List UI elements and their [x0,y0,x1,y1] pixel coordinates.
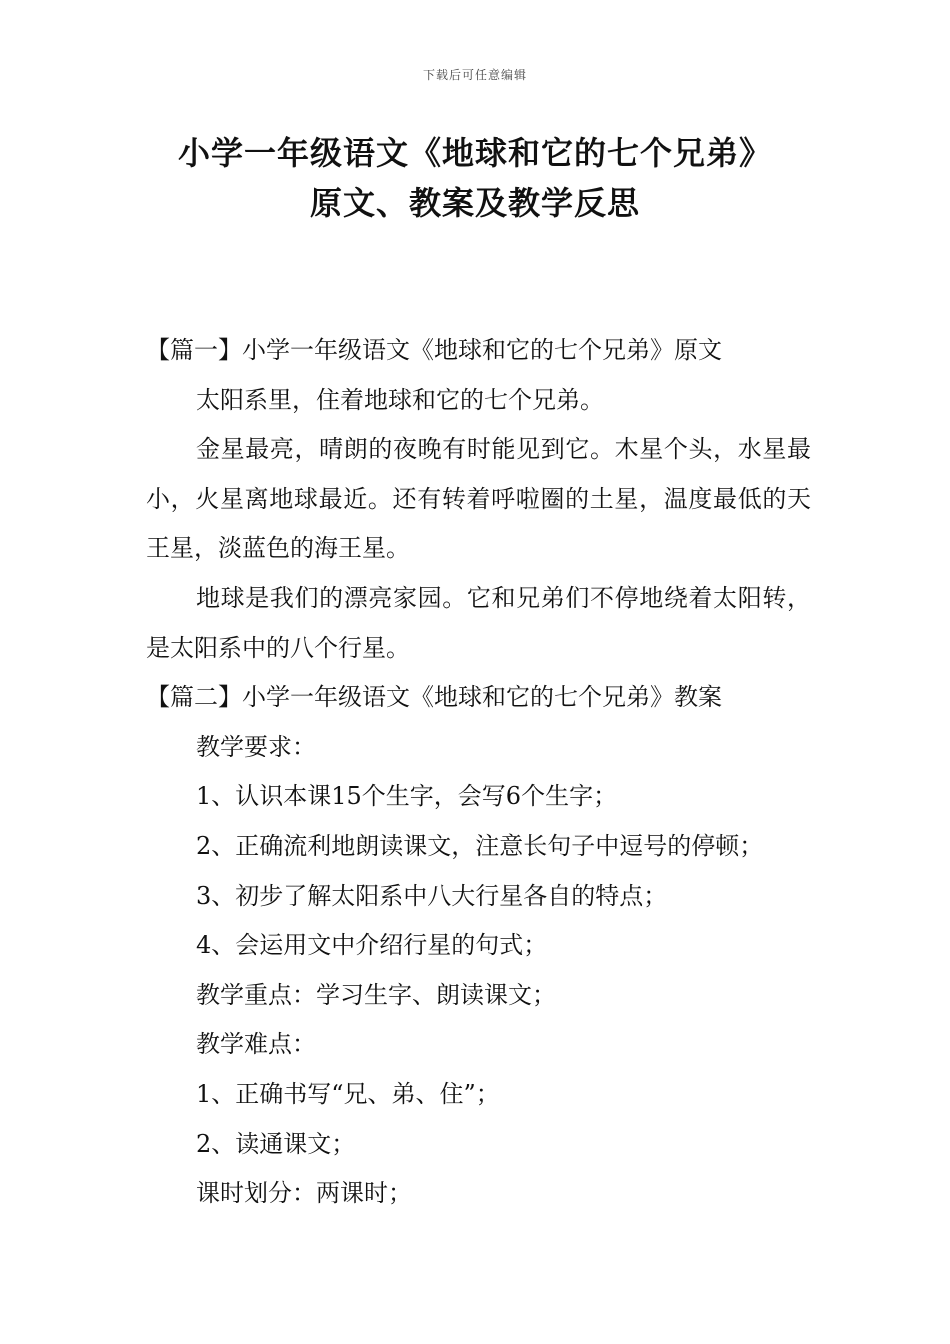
page-title [0,128,950,228]
paragraph: 太阳系里，住着地球和它的七个兄弟。 [196,385,604,414]
title-line-1: 小学一年级语文《地球和它的七个兄弟》 [177,134,772,172]
paragraph: 教学重点：学习生字、朗读课文； [196,980,556,1009]
list-item: 2、读通课文； [196,1129,356,1158]
title-line-2: 原文、教案及教学反思 [309,184,640,222]
list-item: 3、初步了解太阳系中八大行星各自的特点； [196,881,668,910]
list-item: 4、会运用文中介绍行星的句式； [196,931,548,960]
header-note: 下载后可任意编辑 [422,68,527,82]
section-heading-2: 【篇二】小学一年级语文《地球和它的七个兄弟》教案 [146,683,722,712]
paragraph: 教学难点： [196,1030,316,1059]
paragraph: 教学要求： [196,732,316,761]
paragraph: 金星最亮，晴朗的夜晚有时能见到它。木星个头，水星最小，火星离地球最近。还有转着呼啦圈的土星，温度最低的天王星，淡蓝色的海王星。 [146,435,811,563]
paragraph: 地球是我们的漂亮家园。它和兄弟们不停地绕着太阳转，是太阳系中的八个行星。 [146,583,811,662]
section-heading-1: 【篇一】小学一年级语文《地球和它的七个兄弟》原文 [146,336,722,364]
document-body [146,326,811,1219]
list-item: 1、正确书写“兄、弟、住”； [196,1079,500,1108]
paragraph: 课时划分：两课时； [196,1179,412,1208]
list-item: 1、认识本课15个生字，会写6个生字； [196,782,618,811]
list-item: 2、正确流利地朗读课文，注意长句子中逗号的停顿； [196,831,764,860]
